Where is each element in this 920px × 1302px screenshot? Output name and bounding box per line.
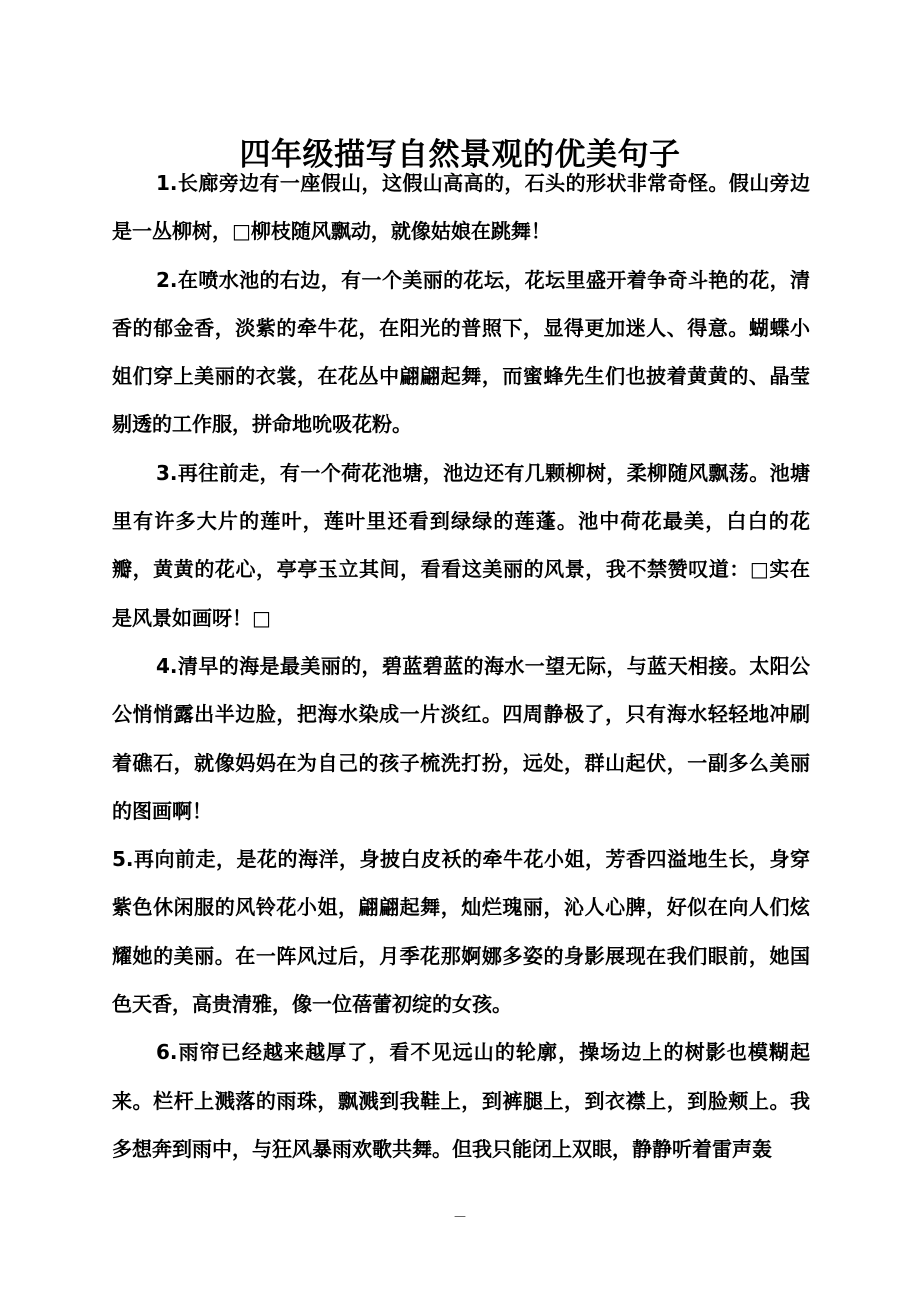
page-title: 四年级描写自然景观的优美句子 <box>239 136 681 173</box>
paragraph-5: 5.再向前走，是花的海洋，身披白皮袄的牵牛花小姐，芳香四溢地生长，身穿紫色休闲服的风铃花小姐，翩翩起舞，灿烂瑰丽，沁人心脾，好似在向人们炫耀她的美丽。在一阵风过后，月季花那婀娜多姿的身影展现在我们眼前，她国色天香，高贵清雅，像一位蓓蕾初绽的女孩。 <box>112 847 810 1017</box>
page-number-mark: — <box>454 1209 466 1223</box>
paragraph-4: 4.清早的海是最美丽的，碧蓝碧蓝的海水一望无际，与蓝天相接。太阳公公悄悄露出半边脸，把海水染成一片淡红。四周静极了，只有海水轻轻地冲刷着礁石，就像妈妈在为自己的孩子梳洗打扮，远处，群山起伏，一副多么美丽的图画啊！ <box>112 653 810 823</box>
paragraph-1: 1.长廊旁边有一座假山，这假山高高的，石头的形状非常奇怪。假山旁边是一丛柳树，□柳枝随风飘动，就像姑娘在跳舞！ <box>112 171 810 244</box>
paragraph-2: 2.在喷水池的右边，有一个美丽的花坛，花坛里盛开着争奇斗艳的花，清香的郁金香，淡紫的牵牛花，在阳光的普照下，显得更加迷人、得意。蝴蝶小姐们穿上美丽的衣裳，在花丛中翩翩起舞，而蜜蜂先生们也披着黄黄的、晶莹剔透的工作服，拼命地吮吸花粉。 <box>112 267 810 437</box>
document-body <box>112 159 810 1173</box>
paragraph-6: 6.雨帘已经越来越厚了，看不见远山的轮廓，操场边上的树影也模糊起来。栏杆上溅落的雨珠，飘溅到我鞋上，到裤腿上，到衣襟上，到脸颊上。我多想奔到雨中，与狂风暴雨欢歌共舞。但我只能闭上双眼，静静听着雷声轰 <box>112 1040 810 1161</box>
paragraph-3: 3.再往前走，有一个荷花池塘，池边还有几颗柳树，柔柳随风飘荡。池塘里有许多大片的莲叶，莲叶里还看到绿绿的莲蓬。池中荷花最美，白白的花瓣，黄黄的花心，亭亭玉立其间，看看这美丽的风景，我不禁赞叹道：□实在是风景如画呀！□ <box>112 460 810 630</box>
